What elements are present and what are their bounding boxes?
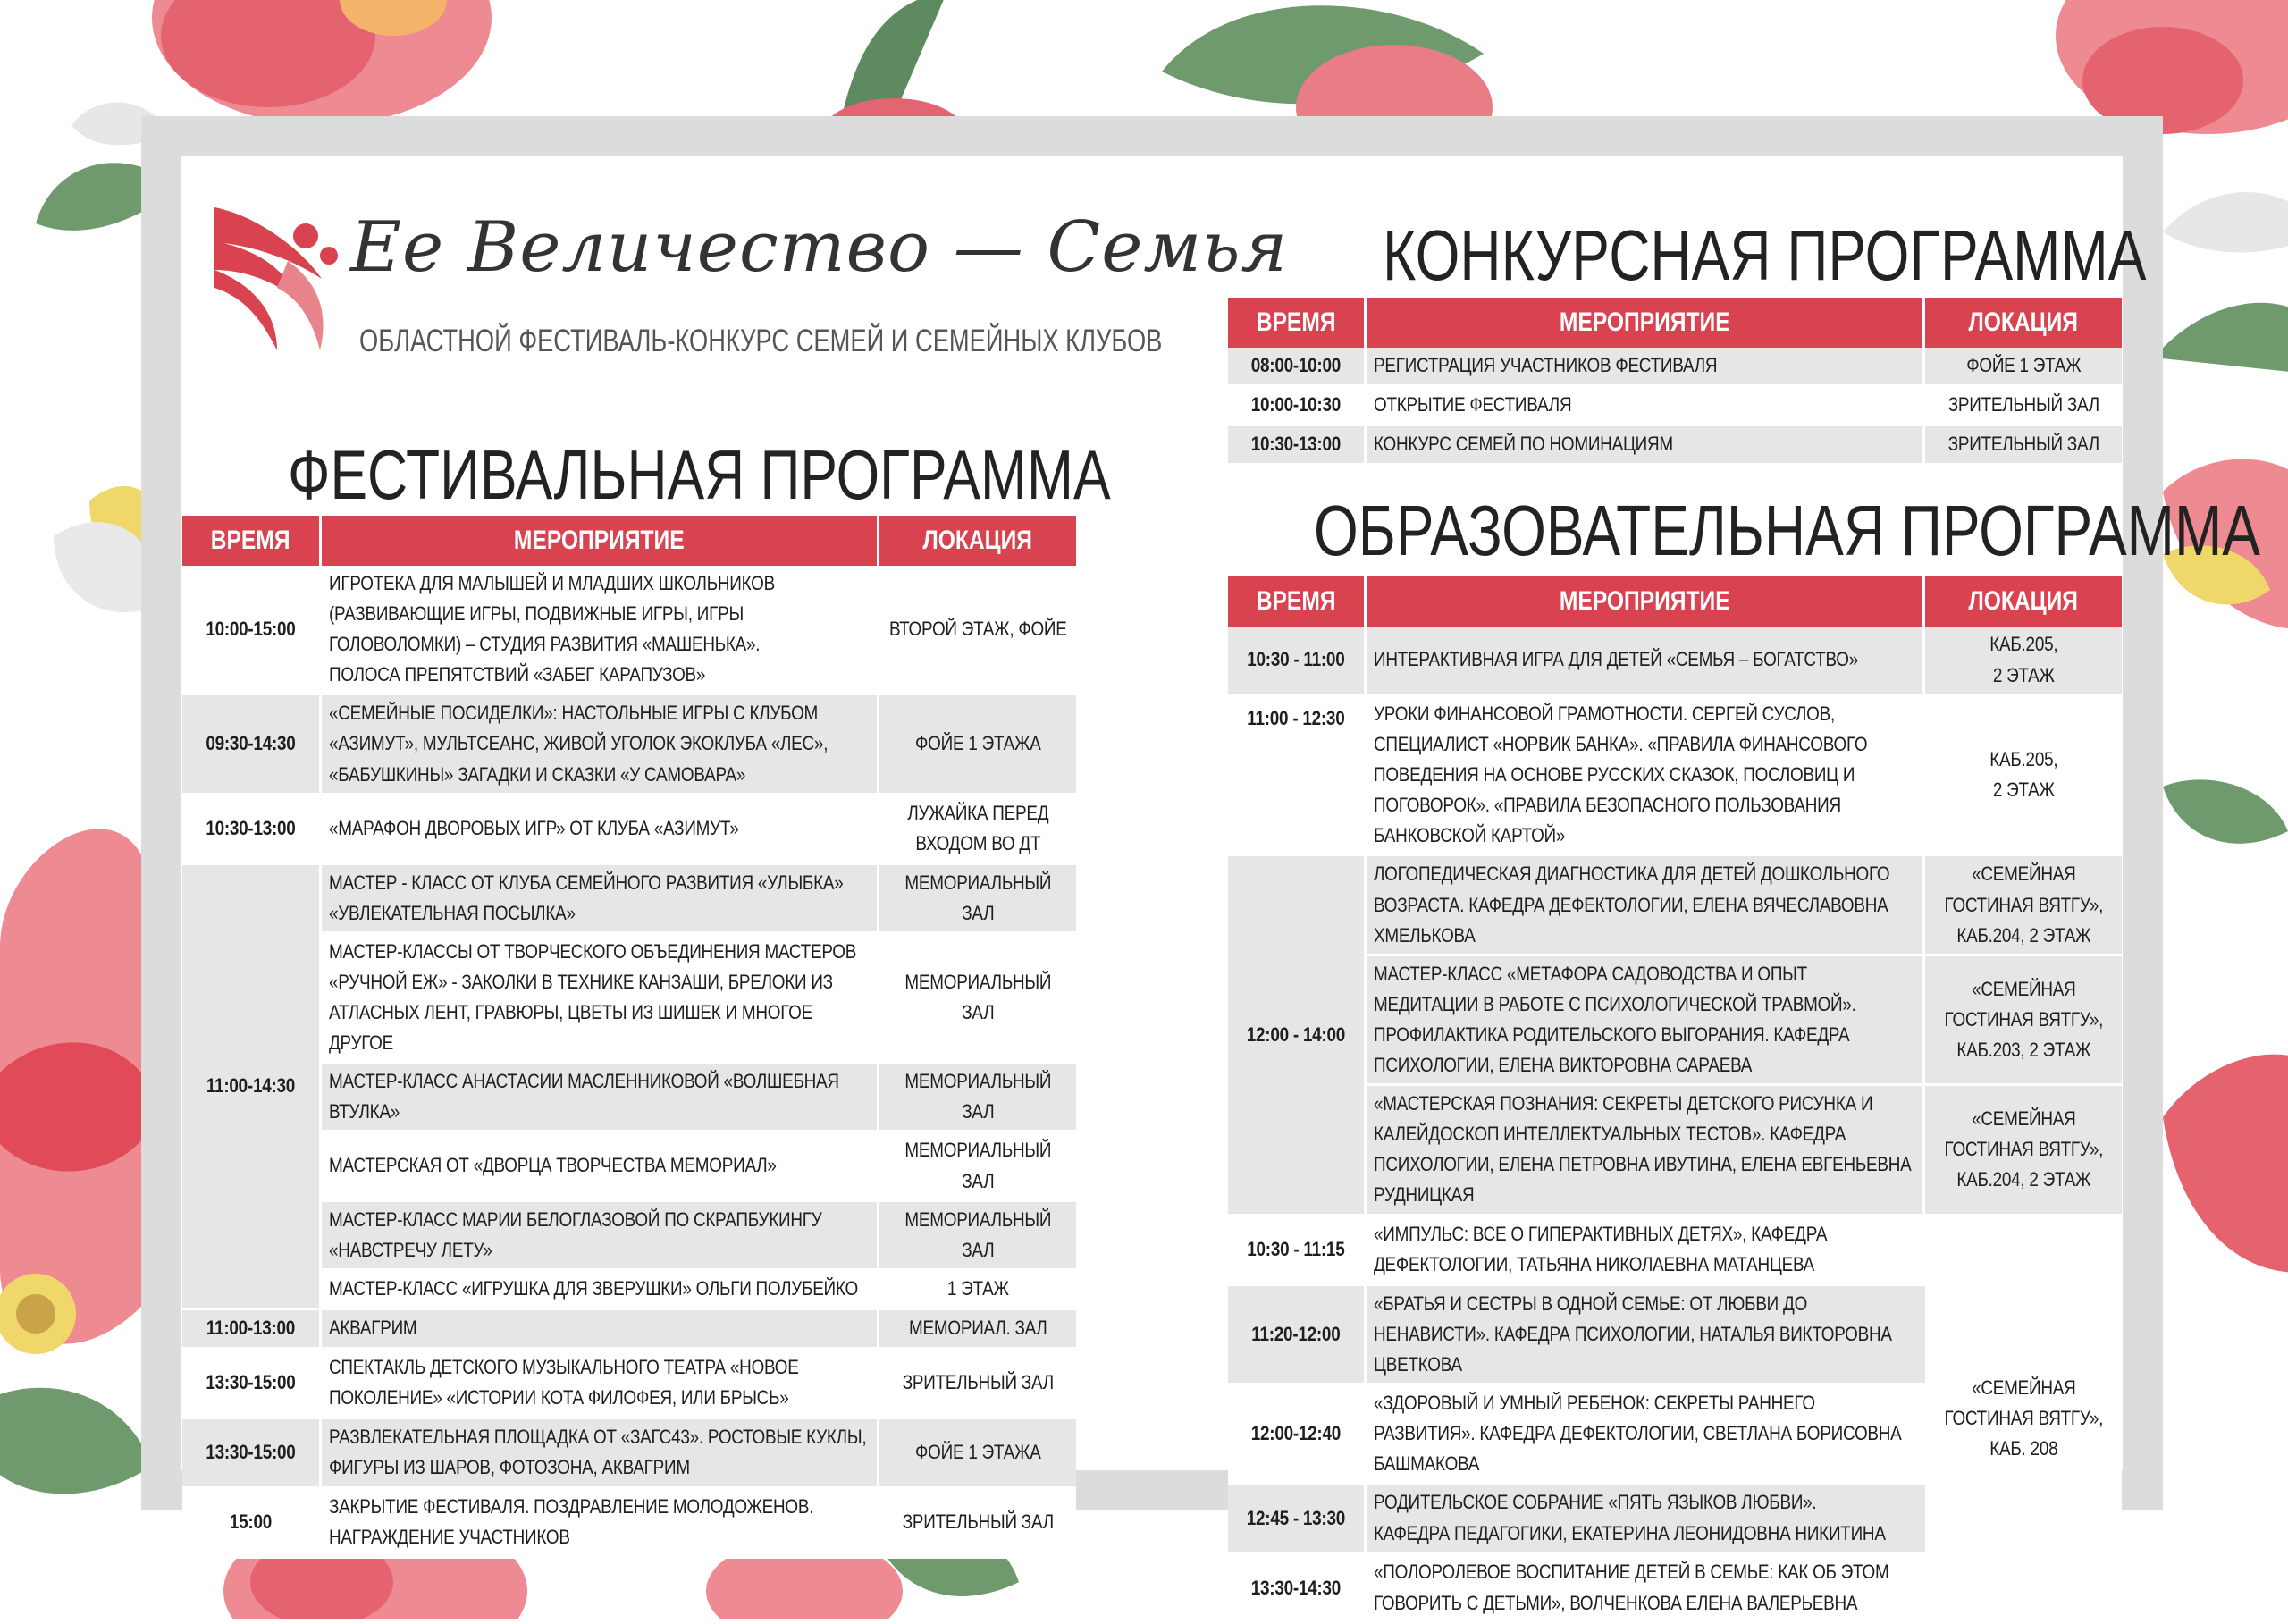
contest-program-title: КОНКУРСНАЯ ПРОГРАММА bbox=[1383, 215, 2147, 295]
table-row: МАСТЕР-КЛАСС «МЕТАФОРА САДОВОДСТВА И ОПЫТ МЕДИТАЦИИ В РАБОТЕ С ПСИХОЛОГИЧЕСКОЙ ТРАВМОЙ». ПРОФИЛАКТИКА РОДИТЕЛЬСКОГО ВЫГОРАНИЯ. КАФЕДРА ПСИХОЛОГИИ, ЕЛЕНА ВИКТОРОВНА САРАЕВА «СЕМЕЙНАЯ ГОСТИНАЯ ВЯТГУ», КАБ.203, 2 ЭТАЖ bbox=[1228, 956, 2122, 1086]
education-schedule-table bbox=[1228, 576, 2122, 1624]
table-row: «МАСТЕРСКАЯ ПОЗНАНИЯ: СЕКРЕТЫ ДЕТСКОГО РИСУНКА И КАЛЕЙДОСКОП ИНТЕЛЛЕКТУАЛЬНЫХ ТЕСТОВ». КАФЕДРА ПСИХОЛОГИИ, ЕЛЕНА ПЕТРОВНА ИВУТИНА, ЕЛЕНА ЕВГЕНЬЕВНА РУДНИЦКАЯ «СЕМЕЙНАЯ ГОСТИНАЯ ВЯТГУ», КАБ.204, 2 ЭТАЖ bbox=[1228, 1086, 2122, 1216]
table-row: 12:45 - 13:30 РОДИТЕЛЬСКОЕ СОБРАНИЕ «ПЯТЬ ЯЗЫКОВ ЛЮБВИ». КАФЕДРА ПЕДАГОГИКИ, ЕКАТЕРИНА ЛЕОНИДОВНА НИКИТИНА bbox=[1228, 1485, 2122, 1554]
table-row: 10:00-15:00 ИГРОТЕКА ДЛЯ МАЛЫШЕЙ И МЛАДШИХ ШКОЛЬНИКОВ (РАЗВИВАЮЩИЕ ИГРЫ, ПОДВИЖНЫЕ ИГРЫ, ИГРЫ ГОЛОВОЛОМКИ) – СТУДИЯ РАЗВИТИЯ «МАШЕНЬКА». ПОЛОСА ПРЕПЯТСТВИЙ «ЗАБЕГ КАРАПУЗОВ» ВТОРОЙ ЭТАЖ, ФОЙЕ bbox=[182, 566, 1076, 695]
table-row: 09:30-14:30 «СЕМЕЙНЫЕ ПОСИДЕЛКИ»: НАСТОЛЬНЫЕ ИГРЫ С КЛУБОМ «АЗИМУТ», МУЛЬТСЕАНС, ЖИВОЙ УГОЛОК ЭКОКЛУБА «ЛЕС», «БАБУШКИНЫ» ЗАГАДКИ И СКАЗКИ «У САМОВАРА» ФОЙЕ 1 ЭТАЖА bbox=[182, 695, 1076, 795]
table-row: 10:30-13:00 КОНКУРС СЕМЕЙ ПО НОМИНАЦИЯМ ЗРИТЕЛЬНЫЙ ЗАЛ bbox=[1228, 426, 2122, 466]
festival-schedule-table bbox=[182, 516, 1076, 1559]
table-row: 11:20-12:00 «БРАТЬЯ И СЕСТРЫ В ОДНОЙ СЕМЬЕ: ОТ ЛЮБВИ ДО НЕНАВИСТИ». КАФЕДРА ПСИХОЛОГИИ, НАТАЛЬЯ ВИКТОРОВНА ЦВЕТКОВА bbox=[1228, 1286, 2122, 1385]
column-header-location: ЛОКАЦИЯ bbox=[1925, 576, 2122, 627]
column-header-location: ЛОКАЦИЯ bbox=[879, 516, 1076, 566]
table-row: 08:00-10:00 РЕГИСТРАЦИЯ УЧАСТНИКОВ ФЕСТИВАЛЯ ФОЙЕ 1 ЭТАЖ bbox=[1228, 348, 2122, 387]
column-header-time: ВРЕМЯ bbox=[182, 516, 322, 566]
table-row: МАСТЕР-КЛАСС «ИГРУШКА ДЛЯ ЗВЕРУШКИ» ОЛЬГИ ПОЛУБЕЙКО 1 ЭТАЖ bbox=[182, 1271, 1076, 1310]
table-row: МАСТЕР-КЛАСС АНАСТАСИИ МАСЛЕННИКОВОЙ «ВОЛШЕБНАЯ ВТУЛКА» МЕМОРИАЛЬНЫЙ ЗАЛ bbox=[182, 1064, 1076, 1132]
table-row: 13:30-14:30 «ПОЛОРОЛЕВОЕ ВОСПИТАНИЕ ДЕТЕЙ В СЕМЬЕ: КАК ОБ ЭТОМ ГОВОРИТЬ С ДЕТЬМИ», ВОЛЧЕНКОВА ЕЛЕНА ВАЛЕРЬЕВНА bbox=[1228, 1554, 2122, 1624]
brand-subtitle: ОБЛАСТНОЙ ФЕСТИВАЛЬ-КОНКУРС СЕМЕЙ И СЕМЕЙНЫХ КЛУБОВ bbox=[359, 324, 1163, 358]
table-row: 12:00-12:40 «ЗДОРОВЫЙ И УМНЫЙ РЕБЕНОК: СЕКРЕТЫ РАННЕГО РАЗВИТИЯ». КАФЕДРА ДЕФЕКТОЛОГИИ, СВЕТЛАНА БОРИСОВНА БАШМАКОВА bbox=[1228, 1385, 2122, 1485]
table-row: МАСТЕРСКАЯ ОТ «ДВОРЦА ТВОРЧЕСТВА МЕМОРИАЛ» МЕМОРИАЛЬНЫЙ ЗАЛ bbox=[182, 1132, 1076, 1201]
table-row: 12:00 - 14:00 ЛОГОПЕДИЧЕСКАЯ ДИАГНОСТИКА ДЛЯ ДЕТЕЙ ДОШКОЛЬНОГО ВОЗРАСТА. КАФЕДРА ДЕФЕКТОЛОГИИ, ЕЛЕНА ВЯЧЕСЛАВОВНА ХМЕЛЬКОВА «СЕМЕЙНАЯ ГОСТИНАЯ ВЯТГУ», КАБ.204, 2 ЭТАЖ bbox=[1228, 856, 2122, 955]
table-row: МАСТЕР-КЛАСС МАРИИ БЕЛОГЛАЗОВОЙ ПО СКРАПБУКИНГУ «НАВСТРЕЧУ ЛЕТУ» МЕМОРИАЛЬНЫЙ ЗАЛ bbox=[182, 1202, 1076, 1271]
table-row: МАСТЕР-КЛАССЫ ОТ ТВОРЧЕСКОГО ОБЪЕДИНЕНИЯ МАСТЕРОВ «РУЧНОЙ ЕЖ» - ЗАКОЛКИ В ТЕХНИКЕ КАНЗАШИ, БРЕЛОКИ ИЗ АТЛАСНЫХ ЛЕНТ, ГРАВЮРЫ, ЦВЕТЫ ИЗ ШИШЕК И МНОГОЕ ДРУГОЕ МЕМОРИАЛЬНЫЙ ЗАЛ bbox=[182, 934, 1076, 1064]
table-row: 13:30-15:00 СПЕКТАКЛЬ ДЕТСКОГО МУЗЫКАЛЬНОГО ТЕАТРА «НОВОЕ ПОКОЛЕНИЕ» «ИСТОРИИ КОТА ФИЛОФЕЯ, ИЛИ БРЫСЬ» ЗРИТЕЛЬНЫЙ ЗАЛ bbox=[182, 1350, 1076, 1419]
brand-title: Ее Величество — Семья bbox=[350, 207, 1289, 288]
contest-schedule-table bbox=[1228, 298, 2122, 466]
table-row: 11:00 - 12:30 УРОКИ ФИНАНСОВОЙ ГРАМОТНОСТИ. СЕРГЕЙ СУСЛОВ, СПЕЦИАЛИСТ «НОРВИК БАНКА». «ПРАВИЛА ФИНАНСОВОГО ПОВЕДЕНИЯ НА ОСНОВЕ РУССКИХ СКАЗОК, ПОСЛОВИЦ И ПОГОВОРОК». «ПРАВИЛА БЕЗОПАСНОГО ПОЛЬЗОВАНИЯ БАНКОВСКОЙ КАРТОЙ» КАБ.205, 2 ЭТАЖ bbox=[1228, 696, 2122, 856]
family-logo-icon bbox=[206, 198, 349, 368]
table-row: 11:00-14:30 МАСТЕР - КЛАСС ОТ КЛУБА СЕМЕЙНОГО РАЗВИТИЯ «УЛЫБКА» «УВЛЕКАТЕЛЬНАЯ ПОСЫЛКА» МЕМОРИАЛЬНЫЙ ЗАЛ bbox=[182, 865, 1076, 934]
table-row: 13:30-15:00 РАЗВЛЕКАТЕЛЬНАЯ ПЛОЩАДКА ОТ «ЗАГС43». РОСТОВЫЕ КУКЛЫ, ФИГУРЫ ИЗ ШАРОВ, ФОТОЗОНА, АКВАГРИМ ФОЙЕ 1 ЭТАЖА bbox=[182, 1419, 1076, 1489]
table-row: 10:30 - 11:15 «ИМПУЛЬС: ВСЕ О ГИПЕРАКТИВНЫХ ДЕТЯХ», КАФЕДРА ДЕФЕКТОЛОГИИ, ТАТЬЯНА НИКОЛАЕВНА МАТАНЦЕВА «СЕМЕЙНАЯ ГОСТИНАЯ ВЯТГУ», КАБ. 208 bbox=[1228, 1216, 2122, 1286]
education-program-title: ОБРАЗОВАТЕЛЬНАЯ ПРОГРАММА bbox=[1314, 491, 2260, 570]
column-header-event: МЕРОПРИЯТИЕ bbox=[322, 516, 879, 566]
column-header-location: ЛОКАЦИЯ bbox=[1925, 298, 2122, 348]
flower-decoration-icon bbox=[0, 486, 163, 1494]
column-header-event: МЕРОПРИЯТИЕ bbox=[1367, 298, 1925, 348]
table-row: 10:30 - 11:00 ИНТЕРАКТИВНАЯ ИГРА ДЛЯ ДЕТЕЙ «СЕМЬЯ – БОГАТСТВО» КАБ.205, 2 ЭТАЖ bbox=[1228, 627, 2122, 696]
flower-decoration-icon bbox=[2163, 459, 2288, 1273]
table-row: 10:00-10:30 ОТКРЫТИЕ ФЕСТИВАЛЯ ЗРИТЕЛЬНЫЙ ЗАЛ bbox=[1228, 387, 2122, 426]
table-row: 15:00 ЗАКРЫТИЕ ФЕСТИВАЛЯ. ПОЗДРАВЛЕНИЕ МОЛОДОЖЕНОВ. НАГРАЖДЕНИЕ УЧАСТНИКОВ ЗРИТЕЛЬНЫЙ ЗАЛ bbox=[182, 1489, 1076, 1559]
table-row: 11:00-13:00 АКВАГРИМ МЕМОРИАЛ. ЗАЛ bbox=[182, 1310, 1076, 1350]
column-header-time: ВРЕМЯ bbox=[1228, 298, 1367, 348]
table-row: 10:30-13:00 «МАРАФОН ДВОРОВЫХ ИГР» ОТ КЛУБА «АЗИМУТ» ЛУЖАЙКА ПЕРЕД ВХОДОМ ВО ДТ bbox=[182, 795, 1076, 865]
festival-program-title: ФЕСТИВАЛЬНАЯ ПРОГРАММА bbox=[288, 435, 1111, 514]
column-header-time: ВРЕМЯ bbox=[1228, 576, 1367, 627]
column-header-event: МЕРОПРИЯТИЕ bbox=[1367, 576, 1925, 627]
